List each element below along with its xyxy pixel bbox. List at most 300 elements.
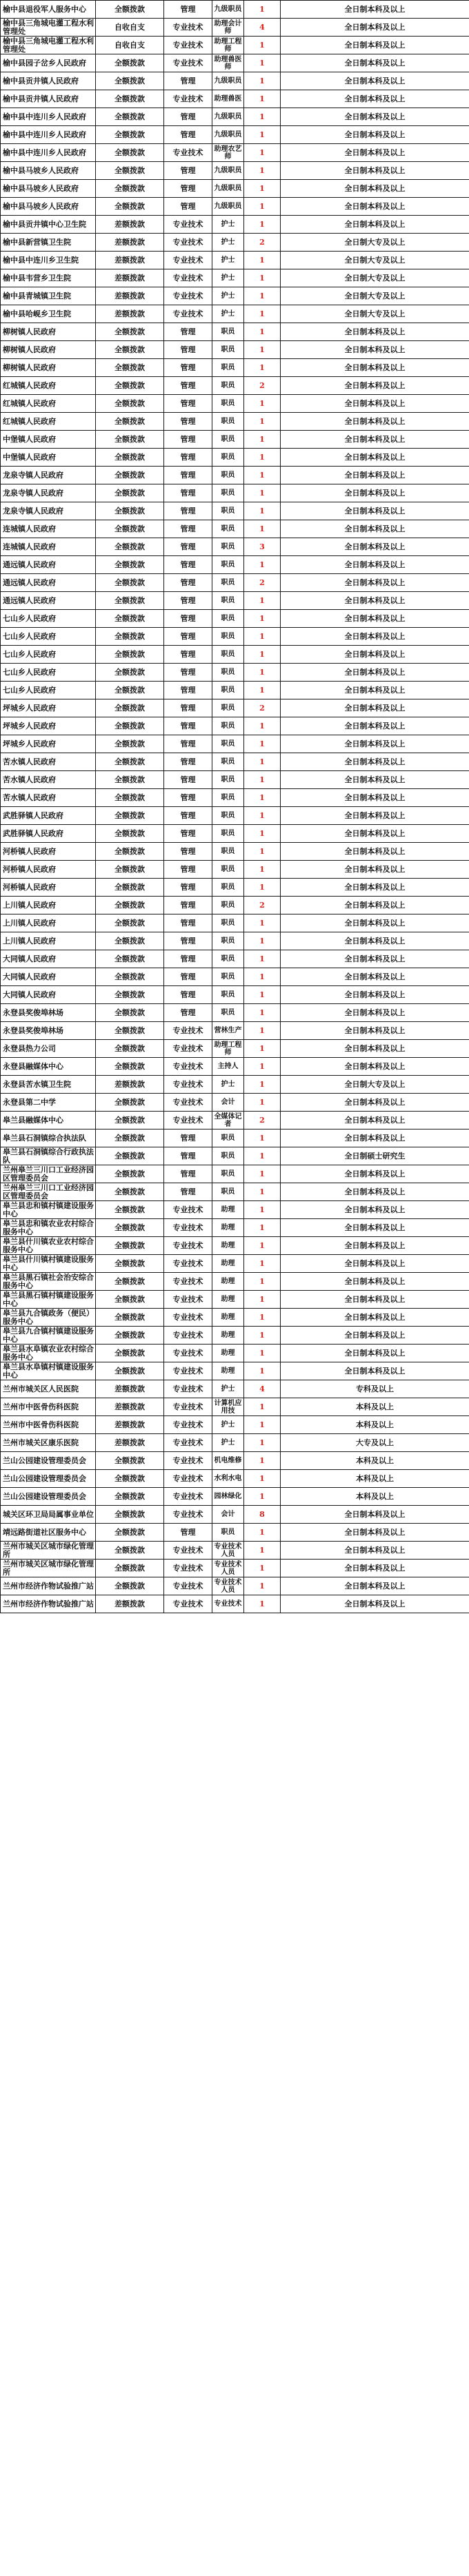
position-cell: 九级职员 [212,180,244,198]
category-cell: 管理 [164,897,212,914]
funding-cell: 全额拨款 [96,1345,164,1362]
funding-cell: 全额拨款 [96,1524,164,1542]
category-cell: 管理 [164,180,212,198]
funding-cell: 全额拨款 [96,699,164,717]
education-cell: 全日制本科及以上 [281,843,469,861]
count-cell: 1 [244,825,281,843]
table-row [1,1595,469,1613]
position-cell: 助理 [212,1345,244,1362]
table-row [1,1165,469,1183]
position-cell: 职员 [212,771,244,789]
funding-cell: 全额拨款 [96,126,164,144]
category-cell: 专业技术 [164,1309,212,1327]
count-cell: 1 [244,1201,281,1219]
category-cell: 专业技术 [164,1291,212,1309]
position-cell: 职员 [212,753,244,771]
category-cell: 专业技术 [164,1362,212,1380]
count-cell: 1 [244,1595,281,1613]
education-cell: 全日制本科及以上 [281,592,469,610]
position-cell: 九级职员 [212,126,244,144]
table-row [1,54,469,72]
category-cell: 管理 [164,592,212,610]
category-cell: 管理 [164,556,212,574]
position-cell: 职员 [212,1183,244,1201]
education-cell: 全日制本科及以上 [281,1237,469,1255]
count-cell: 2 [244,234,281,252]
funding-cell: 全额拨款 [96,825,164,843]
category-cell: 专业技术 [164,1022,212,1040]
funding-cell: 全额拨款 [96,1219,164,1237]
count-cell: 1 [244,216,281,234]
education-cell: 全日制本科及以上 [281,986,469,1004]
category-cell: 专业技术 [164,1219,212,1237]
funding-cell: 全额拨款 [96,1452,164,1470]
table-row [1,1,469,19]
funding-cell: 全额拨款 [96,843,164,861]
table-row [1,1094,469,1112]
education-cell: 全日制本科及以上 [281,413,469,431]
category-cell: 管理 [164,1165,212,1183]
count-cell: 2 [244,574,281,592]
count-cell: 1 [244,753,281,771]
count-cell: 1 [244,610,281,628]
funding-cell: 全额拨款 [96,879,164,897]
count-cell: 1 [244,1542,281,1560]
table-row [1,395,469,413]
education-cell: 全日制本科及以上 [281,1,469,19]
funding-cell: 差额拨款 [96,1076,164,1094]
unit-cell: 兰山公园建设管理委员会 [1,1470,96,1488]
education-cell: 全日制本科及以上 [281,1255,469,1273]
count-cell: 1 [244,1577,281,1595]
count-cell: 1 [244,1219,281,1237]
table-row [1,90,469,108]
table-row [1,1416,469,1434]
category-cell: 专业技术 [164,252,212,269]
funding-cell: 全额拨款 [96,1506,164,1524]
table-row [1,968,469,986]
table-row [1,1201,469,1219]
count-cell: 1 [244,664,281,682]
category-cell: 管理 [164,771,212,789]
unit-cell: 兰山公园建设管理委员会 [1,1488,96,1506]
category-cell: 管理 [164,538,212,556]
position-cell: 主持人 [212,1058,244,1076]
education-cell: 全日制本科及以上 [281,968,469,986]
count-cell: 1 [244,162,281,180]
education-cell: 全日制本科及以上 [281,198,469,216]
category-cell: 管理 [164,520,212,538]
position-cell: 职员 [212,914,244,932]
education-cell: 全日制本科及以上 [281,341,469,359]
table-row [1,646,469,664]
category-cell: 专业技术 [164,1434,212,1452]
position-cell: 职员 [212,449,244,467]
unit-cell: 苦水镇人民政府 [1,771,96,789]
education-cell: 全日制本科及以上 [281,520,469,538]
unit-cell: 兰州市城关区人民医院 [1,1380,96,1398]
funding-cell: 全额拨款 [96,1,164,19]
count-cell: 1 [244,467,281,484]
count-cell: 1 [244,843,281,861]
education-cell: 全日制本科及以上 [281,1112,469,1129]
education-cell: 全日制本科及以上 [281,1022,469,1040]
table-row [1,1327,469,1345]
position-cell: 助理工程师 [212,37,244,54]
table-row [1,144,469,162]
funding-cell: 差额拨款 [96,1380,164,1398]
unit-cell: 通远镇人民政府 [1,592,96,610]
funding-cell: 全额拨款 [96,1291,164,1309]
education-cell: 全日制本科及以上 [281,19,469,37]
education-cell: 全日制本科及以上 [281,1577,469,1595]
category-cell: 管理 [164,1004,212,1022]
education-cell: 全日制本科及以上 [281,37,469,54]
position-cell: 职员 [212,628,244,646]
table-row [1,484,469,502]
count-cell: 1 [244,341,281,359]
education-cell: 全日制本科及以上 [281,646,469,664]
category-cell: 专业技术 [164,37,212,54]
position-cell: 职员 [212,431,244,449]
category-cell: 专业技术 [164,1452,212,1470]
count-cell: 1 [244,1560,281,1577]
position-cell: 助理 [212,1201,244,1219]
funding-cell: 全额拨款 [96,1560,164,1577]
position-cell: 九级职员 [212,198,244,216]
position-cell: 专业技术人员 [212,1577,244,1595]
unit-cell: 皋兰县水阜镇村镇建设服务中心 [1,1362,96,1380]
funding-cell: 全额拨款 [96,1255,164,1273]
unit-cell: 中堡镇人民政府 [1,449,96,467]
funding-cell: 全额拨款 [96,144,164,162]
funding-cell: 全额拨款 [96,520,164,538]
funding-cell: 差额拨款 [96,1434,164,1452]
count-cell: 1 [244,717,281,735]
unit-cell: 榆中县哈岘乡卫生院 [1,305,96,323]
category-cell: 管理 [164,932,212,950]
unit-cell: 通远镇人民政府 [1,574,96,592]
unit-cell: 兰州市城关区城市绿化管理所 [1,1560,96,1577]
position-cell: 水利水电 [212,1470,244,1488]
category-cell: 专业技术 [164,90,212,108]
funding-cell: 全额拨款 [96,1273,164,1291]
table-row [1,1040,469,1058]
count-cell: 1 [244,1488,281,1506]
category-cell: 管理 [164,664,212,682]
position-cell: 助理 [212,1237,244,1255]
education-cell: 全日制本科及以上 [281,1219,469,1237]
category-cell: 专业技术 [164,1058,212,1076]
count-cell: 1 [244,305,281,323]
position-cell: 护士 [212,234,244,252]
funding-cell: 全额拨款 [96,592,164,610]
position-cell: 助理 [212,1219,244,1237]
category-cell: 管理 [164,699,212,717]
education-cell: 全日制本科及以上 [281,897,469,914]
funding-cell: 全额拨款 [96,1094,164,1112]
table-row [1,1488,469,1506]
funding-cell: 差额拨款 [96,252,164,269]
count-cell: 1 [244,72,281,90]
category-cell: 管理 [164,198,212,216]
count-cell: 1 [244,986,281,1004]
category-cell: 管理 [164,914,212,932]
unit-cell: 皋兰县什川镇村镇建设服务中心 [1,1255,96,1273]
unit-cell: 皋兰县水阜镇农业农村综合服务中心 [1,1345,96,1362]
table-row [1,753,469,771]
count-cell: 1 [244,1309,281,1327]
table-row [1,789,469,807]
unit-cell: 坪城乡人民政府 [1,699,96,717]
table-row [1,879,469,897]
count-cell: 1 [244,932,281,950]
unit-cell: 大同镇人民政府 [1,968,96,986]
category-cell: 专业技术 [164,1595,212,1613]
unit-cell: 龙泉寺镇人民政府 [1,502,96,520]
funding-cell: 全额拨款 [96,771,164,789]
position-cell: 职员 [212,556,244,574]
table-row [1,1345,469,1362]
table-row [1,180,469,198]
category-cell: 管理 [164,1129,212,1147]
position-cell: 专业技术人员 [212,1560,244,1577]
category-cell: 专业技术 [164,1506,212,1524]
category-cell: 专业技术 [164,54,212,72]
category-cell: 管理 [164,359,212,377]
education-cell: 全日制本科及以上 [281,72,469,90]
position-cell: 九级职员 [212,72,244,90]
count-cell: 1 [244,1,281,19]
funding-cell: 全额拨款 [96,538,164,556]
funding-cell: 全额拨款 [96,1577,164,1595]
count-cell: 1 [244,879,281,897]
table-row [1,628,469,646]
position-cell: 专业技术人员 [212,1542,244,1560]
table-row [1,1452,469,1470]
funding-cell: 全额拨款 [96,180,164,198]
category-cell: 管理 [164,879,212,897]
category-cell: 管理 [164,861,212,879]
table-row [1,198,469,216]
category-cell: 专业技术 [164,1398,212,1416]
table-row [1,556,469,574]
education-cell: 全日制本科及以上 [281,1345,469,1362]
count-cell: 2 [244,699,281,717]
unit-cell: 龙泉寺镇人民政府 [1,484,96,502]
position-cell: 职员 [212,484,244,502]
position-cell: 职员 [212,395,244,413]
category-cell: 管理 [164,807,212,825]
funding-cell: 全额拨款 [96,484,164,502]
position-cell: 助理 [212,1309,244,1327]
category-cell: 管理 [164,1147,212,1165]
funding-cell: 全额拨款 [96,897,164,914]
unit-cell: 兰州皋兰三川口工业经济园区管理委员会 [1,1165,96,1183]
position-cell: 护士 [212,1416,244,1434]
table-row [1,162,469,180]
position-cell: 九级职员 [212,108,244,126]
table-row [1,1542,469,1560]
count-cell: 1 [244,449,281,467]
education-cell: 全日制本科及以上 [281,126,469,144]
funding-cell: 差额拨款 [96,1416,164,1434]
category-cell: 管理 [164,108,212,126]
table-row [1,950,469,968]
count-cell: 1 [244,1165,281,1183]
education-cell: 全日制本科及以上 [281,825,469,843]
category-cell: 管理 [164,377,212,395]
count-cell: 1 [244,1524,281,1542]
unit-cell: 榆中县园子岔乡人民政府 [1,54,96,72]
count-cell: 1 [244,1076,281,1094]
count-cell: 1 [244,807,281,825]
table-row [1,1004,469,1022]
education-cell: 全日制本科及以上 [281,484,469,502]
position-cell: 护士 [212,252,244,269]
unit-cell: 皋兰县九合镇村镇建设服务中心 [1,1327,96,1345]
category-cell: 管理 [164,825,212,843]
category-cell: 管理 [164,735,212,753]
funding-cell: 全额拨款 [96,413,164,431]
unit-cell: 兰州市中医骨伤科医院 [1,1416,96,1434]
position-cell: 会计 [212,1506,244,1524]
category-cell: 管理 [164,717,212,735]
unit-cell: 榆中县中连川乡人民政府 [1,126,96,144]
count-cell: 4 [244,1380,281,1398]
funding-cell: 全额拨款 [96,574,164,592]
unit-cell: 皋兰县什川镇农业农村综合服务中心 [1,1237,96,1255]
category-cell: 专业技术 [164,1416,212,1434]
funding-cell: 差额拨款 [96,269,164,287]
unit-cell: 榆中县贡井镇人民政府 [1,90,96,108]
count-cell: 1 [244,502,281,520]
table-row [1,431,469,449]
table-row [1,682,469,699]
position-cell: 职员 [212,843,244,861]
count-cell: 1 [244,1183,281,1201]
category-cell: 管理 [164,162,212,180]
education-cell: 全日制本科及以上 [281,431,469,449]
category-cell: 管理 [164,789,212,807]
education-cell: 全日制本科及以上 [281,1560,469,1577]
category-cell: 专业技术 [164,305,212,323]
table-row [1,1147,469,1165]
count-cell: 1 [244,1398,281,1416]
count-cell: 1 [244,1291,281,1309]
table-row [1,126,469,144]
table-row [1,502,469,520]
position-cell: 机电维修 [212,1452,244,1470]
category-cell: 管理 [164,1,212,19]
unit-cell: 七山乡人民政府 [1,664,96,682]
count-cell: 1 [244,144,281,162]
count-cell: 1 [244,1147,281,1165]
unit-cell: 七山乡人民政府 [1,646,96,664]
category-cell: 管理 [164,843,212,861]
table-row [1,413,469,431]
funding-cell: 全额拨款 [96,682,164,699]
table-row [1,592,469,610]
category-cell: 管理 [164,610,212,628]
position-cell: 职员 [212,717,244,735]
education-cell: 全日制本科及以上 [281,1129,469,1147]
category-cell: 专业技术 [164,1076,212,1094]
position-cell: 护士 [212,1076,244,1094]
funding-cell: 差额拨款 [96,287,164,305]
table-row [1,19,469,37]
table-row [1,1577,469,1595]
education-cell: 全日制本科及以上 [281,1183,469,1201]
category-cell: 专业技术 [164,1273,212,1291]
table-row [1,1309,469,1327]
table-row [1,699,469,717]
count-cell: 1 [244,1470,281,1488]
table-row [1,1219,469,1237]
category-cell: 专业技术 [164,1345,212,1362]
count-cell: 1 [244,126,281,144]
table-row [1,1022,469,1040]
education-cell: 全日制本科及以上 [281,610,469,628]
position-cell: 助理 [212,1327,244,1345]
table-row [1,771,469,789]
table-row [1,807,469,825]
funding-cell: 全额拨款 [96,72,164,90]
table-row [1,1380,469,1398]
position-cell: 职员 [212,574,244,592]
category-cell: 专业技术 [164,1201,212,1219]
funding-cell: 全额拨款 [96,1129,164,1147]
position-cell: 九级职员 [212,162,244,180]
funding-cell: 全额拨款 [96,467,164,484]
unit-cell: 兰州皋兰三川口工业经济园区管理委员会 [1,1183,96,1201]
funding-cell: 全额拨款 [96,914,164,932]
funding-cell: 全额拨款 [96,789,164,807]
funding-cell: 差额拨款 [96,216,164,234]
education-cell: 全日制本科及以上 [281,1201,469,1219]
education-cell: 全日制本科及以上 [281,1506,469,1524]
unit-cell: 龙泉寺镇人民政府 [1,467,96,484]
count-cell: 4 [244,19,281,37]
education-cell: 全日制本科及以上 [281,108,469,126]
funding-cell: 全额拨款 [96,610,164,628]
funding-cell: 全额拨款 [96,1327,164,1345]
funding-cell: 差额拨款 [96,1595,164,1613]
education-cell: 全日制本科及以上 [281,467,469,484]
count-cell: 1 [244,1129,281,1147]
unit-cell: 兰州市经济作物试验推广站 [1,1595,96,1613]
funding-cell: 全额拨款 [96,395,164,413]
position-cell: 护士 [212,305,244,323]
category-cell: 专业技术 [164,144,212,162]
category-cell: 管理 [164,431,212,449]
count-cell: 1 [244,287,281,305]
table-row [1,377,469,395]
table-row [1,1058,469,1076]
position-cell: 职员 [212,986,244,1004]
category-cell: 管理 [164,646,212,664]
unit-cell: 大同镇人民政府 [1,986,96,1004]
position-cell: 职员 [212,699,244,717]
category-cell: 专业技术 [164,269,212,287]
count-cell: 1 [244,1237,281,1255]
category-cell: 专业技术 [164,1577,212,1595]
category-cell: 管理 [164,484,212,502]
category-cell: 管理 [164,628,212,646]
education-cell: 全日制本科及以上 [281,556,469,574]
category-cell: 管理 [164,574,212,592]
unit-cell: 永登县奖俊埠林场 [1,1022,96,1040]
